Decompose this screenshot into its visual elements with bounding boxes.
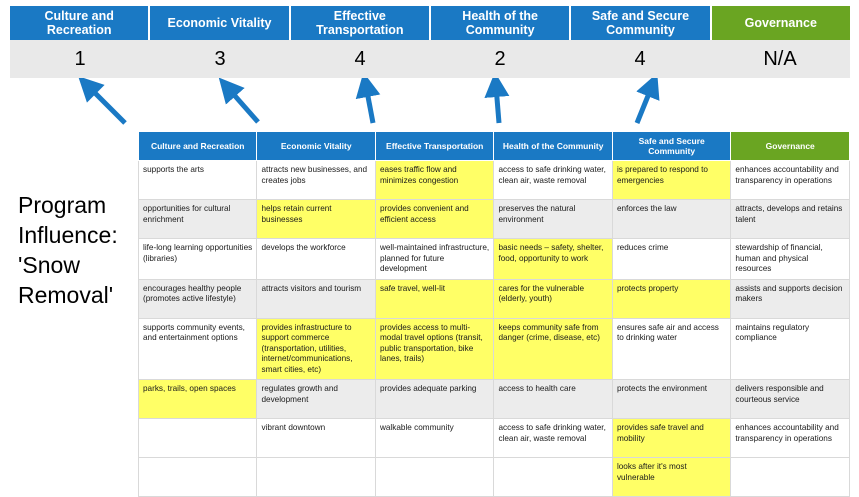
summary-header-health-of-the-community: Health of the Community [431, 6, 571, 40]
matrix-header-effective-transportation: Effective Transportation [375, 132, 493, 161]
caption-line-4: Removal' [18, 282, 114, 308]
matrix-body [139, 161, 850, 497]
matrix-header-safe-and-secure-community: Safe and Secure Community [612, 132, 730, 161]
influence-arrow-5 [637, 86, 652, 123]
summary-header-effective-transportation: Effective Transportation [291, 6, 431, 40]
matrix-cell: attracts, develops and retains talent [731, 200, 850, 239]
matrix-cell: encourages healthy people (promotes active lifestyle) [139, 279, 257, 318]
summary-score-governance: N/A [763, 47, 797, 70]
table-row [139, 161, 850, 200]
matrix-cell: enhances accountability and transparency in operations [731, 419, 850, 458]
matrix-cell: provides infrastructure to support commerce (transportation, utilities, internet/communications, smart cities, etc) [257, 318, 375, 380]
caption-line-2: Influence: [18, 222, 118, 248]
matrix-cell: provides access to multi-modal travel options (transit, public transportation, bike lanes, trails) [375, 318, 493, 380]
matrix-cell: develops the workforce [257, 239, 375, 280]
matrix-cell: vibrant downtown [257, 419, 375, 458]
summary-score-health-of-the-community: 2 [494, 47, 506, 70]
matrix-cell [257, 458, 375, 497]
summary-score-effective-transportation: 4 [354, 47, 366, 70]
matrix-header-economic-vitality: Economic Vitality [257, 132, 375, 161]
matrix-cell: cares for the vulnerable (elderly, youth) [494, 279, 612, 318]
matrix-cell: provides adequate parking [375, 380, 493, 419]
summary-score-culture-and-recreation: 1 [74, 47, 86, 70]
caption-line-1: Program [18, 192, 107, 218]
summary-score-safe-and-secure-community: 4 [634, 47, 646, 70]
matrix-header-culture-and-recreation: Culture and Recreation [139, 132, 257, 161]
summary-header-governance: Governance [712, 6, 850, 40]
program-influence-caption [18, 190, 138, 310]
summary-header-culture-and-recreation: Culture and Recreation [10, 6, 150, 40]
matrix-cell: supports community events, and entertainment options [139, 318, 257, 380]
matrix-cell: ensures safe air and access to drinking water [612, 318, 730, 380]
matrix-cell: helps retain current businesses [257, 200, 375, 239]
matrix-cell: walkable community [375, 419, 493, 458]
matrix-cell: regulates growth and development [257, 380, 375, 419]
influence-arrow-3 [366, 86, 373, 123]
scorecard-summary [10, 6, 850, 78]
table-row [139, 458, 850, 497]
matrix-cell: stewardship of financial, human and physical resources [731, 239, 850, 280]
matrix-cell: life-long learning opportunities (libraries) [139, 239, 257, 280]
matrix-cell [494, 458, 612, 497]
matrix-cell: access to safe drinking water, clean air, waste removal [494, 419, 612, 458]
influence-arrows-group [0, 78, 859, 136]
matrix-cell: access to health care [494, 380, 612, 419]
summary-score-row [10, 40, 850, 78]
matrix-cell [139, 458, 257, 497]
matrix-cell: parks, trails, open spaces [139, 380, 257, 419]
summary-score-economic-vitality: 3 [214, 47, 226, 70]
matrix-cell [375, 458, 493, 497]
matrix-cell: attracts new businesses, and creates jobs [257, 161, 375, 200]
caption-line-3: 'Snow [18, 252, 80, 278]
matrix-cell: provides convenient and efficient access [375, 200, 493, 239]
matrix-cell: provides safe travel and mobility [612, 419, 730, 458]
priorities-matrix [138, 131, 850, 497]
matrix-cell: maintains regulatory compliance [731, 318, 850, 380]
matrix-cell: enforces the law [612, 200, 730, 239]
table-row [139, 380, 850, 419]
summary-header-safe-and-secure-community: Safe and Secure Community [571, 6, 711, 40]
matrix-cell: well-maintained infrastructure, planned for future development [375, 239, 493, 280]
matrix-cell: access to safe drinking water, clean air, waste removal [494, 161, 612, 200]
summary-header-row [10, 6, 850, 40]
influence-arrow-2 [228, 88, 258, 122]
matrix-cell: looks after it's most vulnerable [612, 458, 730, 497]
matrix-cell: protects property [612, 279, 730, 318]
matrix-cell: opportunities for cultural enrichment [139, 200, 257, 239]
table-row [139, 239, 850, 280]
table-row [139, 200, 850, 239]
influence-arrow-1 [88, 86, 125, 123]
matrix-cell: enhances accountability and transparency in operations [731, 161, 850, 200]
matrix-cell [139, 419, 257, 458]
matrix-header-health-of-the-community: Health of the Community [494, 132, 612, 161]
matrix-cell: supports the arts [139, 161, 257, 200]
table-row [139, 419, 850, 458]
summary-header-economic-vitality: Economic Vitality [150, 6, 290, 40]
matrix-cell: delivers responsible and courteous service [731, 380, 850, 419]
matrix-cell: reduces crime [612, 239, 730, 280]
table-row [139, 279, 850, 318]
table-row [139, 318, 850, 380]
matrix-cell [731, 458, 850, 497]
matrix-cell: basic needs – safety, shelter, food, opportunity to work [494, 239, 612, 280]
matrix-cell: assists and supports decision makers [731, 279, 850, 318]
matrix-header-governance: Governance [731, 132, 850, 161]
matrix-cell: safe travel, well-lit [375, 279, 493, 318]
matrix-cell: is prepared to respond to emergencies [612, 161, 730, 200]
matrix-cell: preserves the natural environment [494, 200, 612, 239]
matrix-cell: protects the environment [612, 380, 730, 419]
influence-arrow-4 [496, 86, 499, 123]
matrix-cell: attracts visitors and tourism [257, 279, 375, 318]
matrix-cell: keeps community safe from danger (crime, disease, etc) [494, 318, 612, 380]
matrix-cell: eases traffic flow and minimizes congestion [375, 161, 493, 200]
matrix-header-row [139, 132, 850, 161]
